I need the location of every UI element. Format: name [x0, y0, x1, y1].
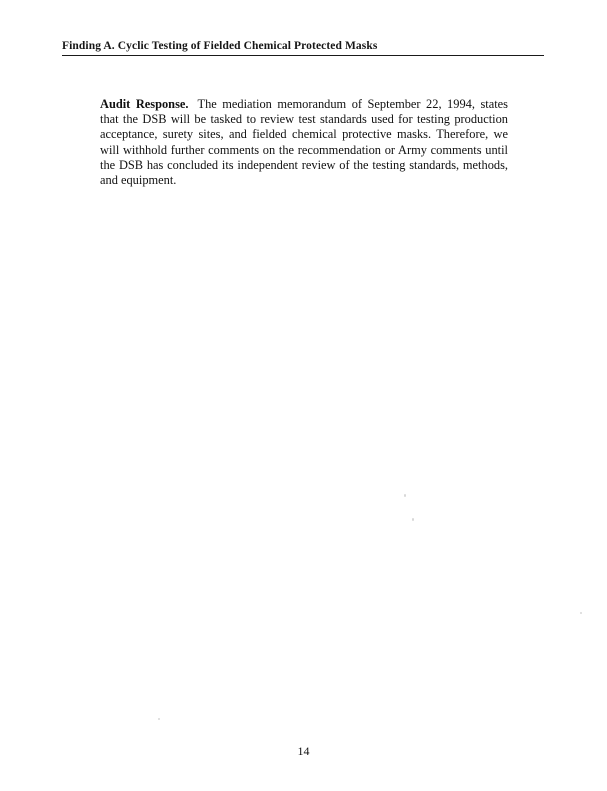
- page-header: [62, 40, 544, 56]
- body-content: [100, 97, 508, 188]
- header-divider: [62, 55, 544, 56]
- scan-artifact: [404, 494, 406, 497]
- paragraph-lead-in: Audit Response.: [100, 97, 189, 111]
- scan-artifact: [158, 718, 160, 720]
- scan-artifact: [412, 518, 414, 521]
- running-header-text: Finding A. Cyclic Testing of Fielded Chemical Protected Masks: [62, 40, 378, 52]
- page-number: 14: [297, 744, 310, 758]
- scan-artifact: [580, 612, 582, 614]
- paragraph-body-text: The mediation memorandum of September 22, 1994, states that the DSB will be tasked to review test standards used for testing production acceptance, surety sites, and fielded chemical protective masks. Therefore, we will withhold further comments on the recommendation or Army comments until the DSB has concluded its independent review of the testing standards, methods, and equipment.: [100, 97, 508, 188]
- audit-response-paragraph: [100, 97, 508, 188]
